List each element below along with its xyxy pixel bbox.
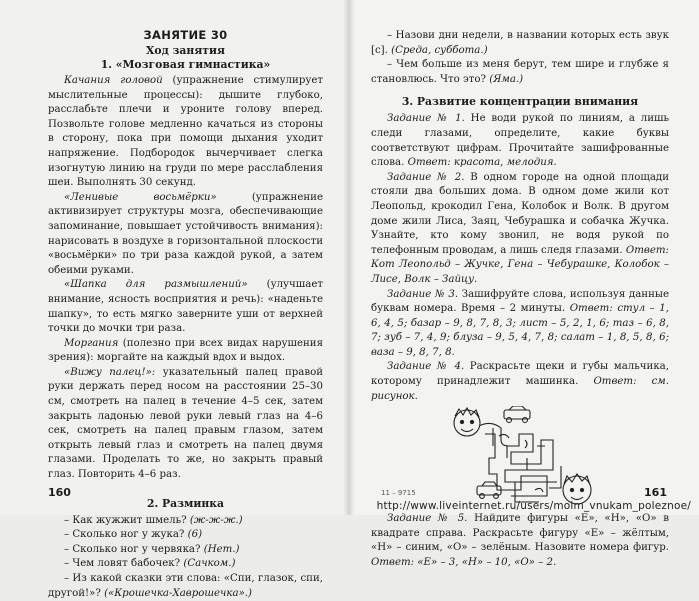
answer: (Среда, суббота.): [391, 44, 488, 56]
answer: (Сачком.): [183, 558, 236, 570]
lesson-title: ЗАНЯТИЕ 30: [143, 28, 228, 42]
exercise-see-finger: [48, 366, 323, 483]
answer: Ответ: см. рисунок.: [371, 376, 669, 402]
exercise-text: указательный палец правой руки держать перед носом на расстоянии 25–30 см, смотреть на палец в течение 4–5 сек, затем закрыть ладонью левой руки левый глаз на 4–6 сек, смотреть на палец правым глазом, затем открыть левый глаз и смотреть на палец двумя глазами. Проделать то же, но закрыть правый глаз. Повторить 4–6 раз.: [48, 366, 323, 481]
section-1-title: 1. «Мозговая гимнастика»: [100, 58, 271, 71]
right-page: [349, 0, 699, 569]
list-item: – Сколько ног у червяка? (Нет.): [64, 543, 240, 555]
exercise-label: «Ленивые восьмёрки»: [64, 191, 217, 203]
answer: («Крошечка-Хаврошечка».): [104, 587, 252, 599]
warmup-questions: [48, 514, 323, 601]
task-label: Задание № 4.: [387, 361, 465, 373]
task-label: Задание № 3.: [387, 288, 459, 300]
left-page: [0, 0, 349, 599]
book-gutter: [343, 0, 355, 515]
task-3: Задание № 3. Зашифруйте слова, используя данные буквам номера. Время – 2 минуты. Ответ: стул – 1, 6, 4, 5; базар – 9, 8, 7, 8, 3; лист – 5, 2, 1, 6; таз – 6, 8, 7; зуб – 7, 4, 9; блуза – 9, 5, 4, 7, 8; салат – 1, 8, 5, 8, 6; ваза – 9, 8, 7, 8.: [371, 288, 669, 358]
exercise-blinking: [48, 337, 323, 366]
exercise-text: (полезно при всех видах нарушения зрения): моргайте на каждый вдох и выдох.: [48, 337, 323, 364]
exercise-text: (упражнение активизирует структуры мозга, обеспечивающие запоминание, повышает устойчивость внимания): нарисовать в воздухе в горизонтальной плоскости «восьмёрки» по три раза каждой рукой, а затем обеими руками.: [48, 191, 323, 276]
task-1: Задание № 1. Не води рукой по линиям, а лишь следи глазами, определите, какие буквы соответствуют цифрам. Прочитайте зашифрованные слова. Ответ: красота, мелодия.: [371, 113, 669, 169]
exercise-thinking-cap: [48, 278, 323, 336]
watermark-url: http://www.liveinternet.ru/users/moim_vnukam_poleznoe/: [376, 500, 691, 512]
list-item: – Сколько ног у жука? (6): [64, 529, 203, 541]
task-label: Задание № 5.: [387, 513, 468, 525]
section-3-title: 3. Развитие концентрации внимания: [401, 95, 639, 109]
answer: (Яма.): [489, 73, 524, 85]
list-item: – Как жужжит шмель? (ж-ж-ж.): [64, 514, 243, 526]
page-number-right: 161: [644, 486, 667, 499]
exercise-head-rolls: [48, 74, 323, 191]
exercise-text: (упражнение стимулирует мыслительные процессы): дышите глубоко, расслабьте плечи и уроните голову вперед. Позвольте голове медленно качаться из стороны в сторону, пока при помощи дыхания уходит напряжение. Подбородок вычерчивает слегка изогнутую линию на груди по мере расслабления шеи. Выполнять 30 секунд.: [48, 75, 324, 189]
answer: Ответ: стул – 1, 6, 4, 5; базар – 9, 8, 7, 8, 3; лист – 5, 2, 1, 6; таз – 6, 8, 7; зуб – 7, 4, 9; блуза – 9, 5, 4, 7, 8; салат – 1, 8, 5, 8, 6; ваза – 9, 8, 7, 8.: [371, 303, 669, 358]
list-item: – Чем ловят бабочек? (Сачком.): [64, 558, 236, 570]
section-2-title: 2. Разминка: [146, 496, 225, 510]
answer: (Нет.): [203, 543, 240, 555]
exercise-label: Моргания: [64, 337, 119, 349]
page-number-left: 160: [48, 486, 71, 499]
exercise-label: «Шапка для размышлений»: [64, 279, 248, 291]
task-2: Задание № 2. В одном городе на одной площади стояли два больших дома. В одном доме жили кот Леопольд, крокодил Гена, Колобок и Волк. В другом доме жили Лиса, Заяц, Чебурашка и собачка Жучка. Узнайте, кто кому звонил, не водя рукой по телефонным проводам, а лишь следя глазами. Ответ: Кот Леопольд – Жучке, Гена – Чебурашке, Колобок – Лисе, Волк – Зайцу.: [371, 171, 669, 285]
task-label: Задание № 1.: [387, 113, 465, 125]
riddle-pit: – Чем больше из меня берут, тем шире и глубже я становлюсь. Что это? (Яма.): [371, 59, 669, 85]
exercise-label: Качания головой: [64, 75, 163, 86]
exercise-lazy-eights: [48, 191, 323, 279]
answer: (6): [187, 529, 203, 541]
list-item: – Из какой сказки эти слова: «Спи, глазок, спи, другой!»? («Крошечка-Хаврошечка».): [48, 573, 323, 599]
boy-face-icon: [454, 410, 480, 436]
task-4: Задание № 4. Раскрасьте щеки и губы мальчика, которому принадлежит машинка. Ответ: см. рисунок.: [371, 361, 669, 402]
course-heading: Ход занятия: [146, 44, 225, 57]
answer: Ответ: красота, мелодия.: [407, 157, 557, 169]
riddle-days: – Назови дни недели, в названии которых есть звук [с]. (Среда, суббота.): [371, 30, 669, 56]
print-signature: 11 – 9715: [381, 489, 416, 497]
task-label: Задание № 2.: [387, 171, 465, 183]
answer: Ответ: «Е» – 3, «Н» – 10, «О» – 2.: [371, 557, 557, 569]
task-5: Задание № 5. Найдите фигуры «Е», «Н», «О» в квадрате справа. Раскрасьте фигуру «Е» – жёлтым, «Н» – синим, «О» – зелёным. Назовите номера фигур. Ответ: «Е» – 3, «Н» – 10, «О» – 2.: [371, 513, 669, 569]
exercise-label: «Вижу палец!»:: [64, 366, 156, 378]
answer: (ж-ж-ж.): [189, 514, 243, 526]
answer: Ответ: Кот Леопольд – Жучке, Гена – Чебурашке, Колобок – Лисе, Волк – Зайцу.: [371, 244, 669, 285]
exercise-text: (улучшает внимание, ясность восприятия и речь): «наденьте шапку», то есть мягко заверните уши от верхней точки до мочки три раза.: [48, 279, 323, 335]
maze-illustration: [449, 406, 597, 508]
